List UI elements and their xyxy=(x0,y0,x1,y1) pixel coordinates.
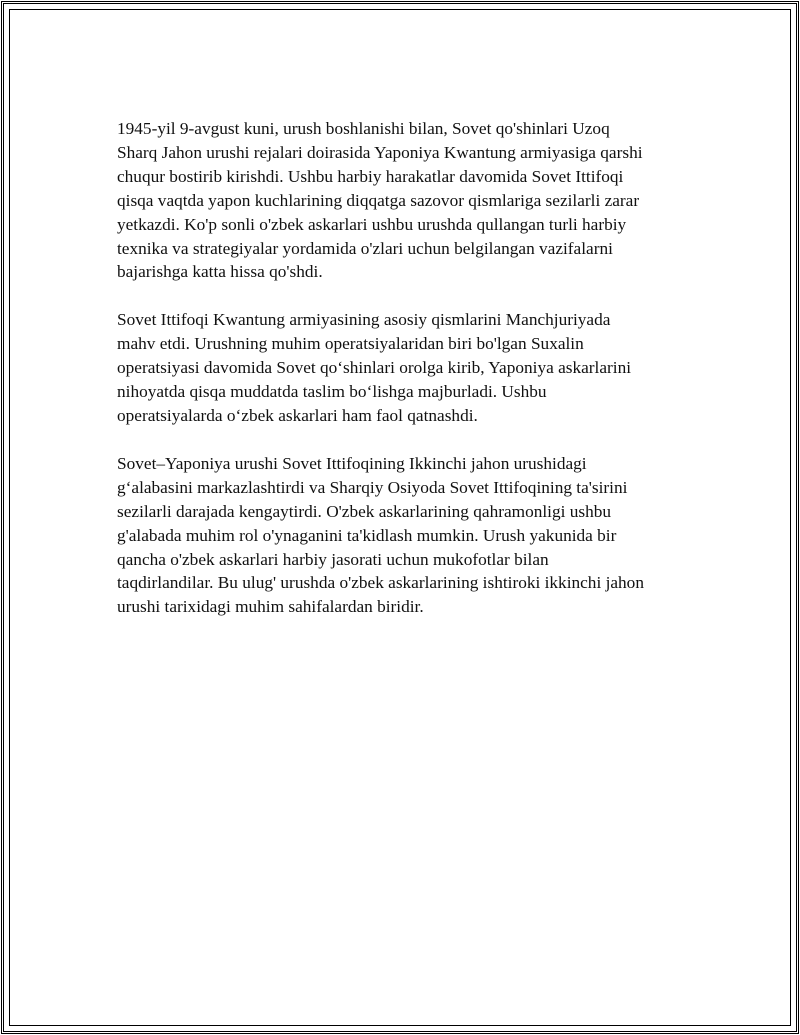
paragraph-3: Sovet–Yaponiya urushi Sovet Ittifoqining Ikkinchi jahon urushidagi g‘alabasini markazlashtirdi va Sharqiy Osiyoda Sovet Ittifoqining ta'sirini sezilarli darajada kengaytirdi. O'zbek askarlarining qahramonligi ushbu g'alabada muhim rol o'ynaganini ta'kidlash mumkin. Urush yakunida bir qancha o'zbek askarlari harbiy jasorati uchun mukofotlar bilan taqdirlandilar. Bu ulug' urushda o'zbek askarlarining ishtiroki ikkinchi jahon urushi tarixidagi muhim sahifalardan biridir. xyxy=(117,453,644,617)
paragraph-1: 1945-yil 9-avgust kuni, urush boshlanishi bilan, Sovet qo'shinlari Uzoq Sharq Jahon urushi rejalari doirasida Yaponiya Kwantung armiyasiga qarshi chuqur bostirib kirishdi. Ushbu harbiy harakatlar davomida Sovet Ittifoqi qisqa vaqtda yapon kuchlarining diqqatga sazovor qismlariga sezilarli zarar yetkazdi. Ko'p sonli o'zbek askarlari ushbu urushda qullangan turli harbiy texnika va strategiyalar yordamida o'zlari uchun belgilangan vazifalarni bajarishga katta hissa qo'shdi. xyxy=(117,119,643,282)
paragraph-2: Sovet Ittifoqi Kwantung armiyasining asosiy qismlarini Manchjuriyada mahv etdi. Urushning muhim operatsiyalaridan biri bo'lgan Suxalin operatsiyasi davomida Sovet qo‘shinlari orolga kirib, Yaponiya askarlarini nihoyatda qisqa muddatda taslim bo‘lishga majburladi. Ushbu operatsiyalarda o‘zbek askarlari ham faol qatnashdi. xyxy=(117,310,632,425)
document-body xyxy=(117,117,697,643)
